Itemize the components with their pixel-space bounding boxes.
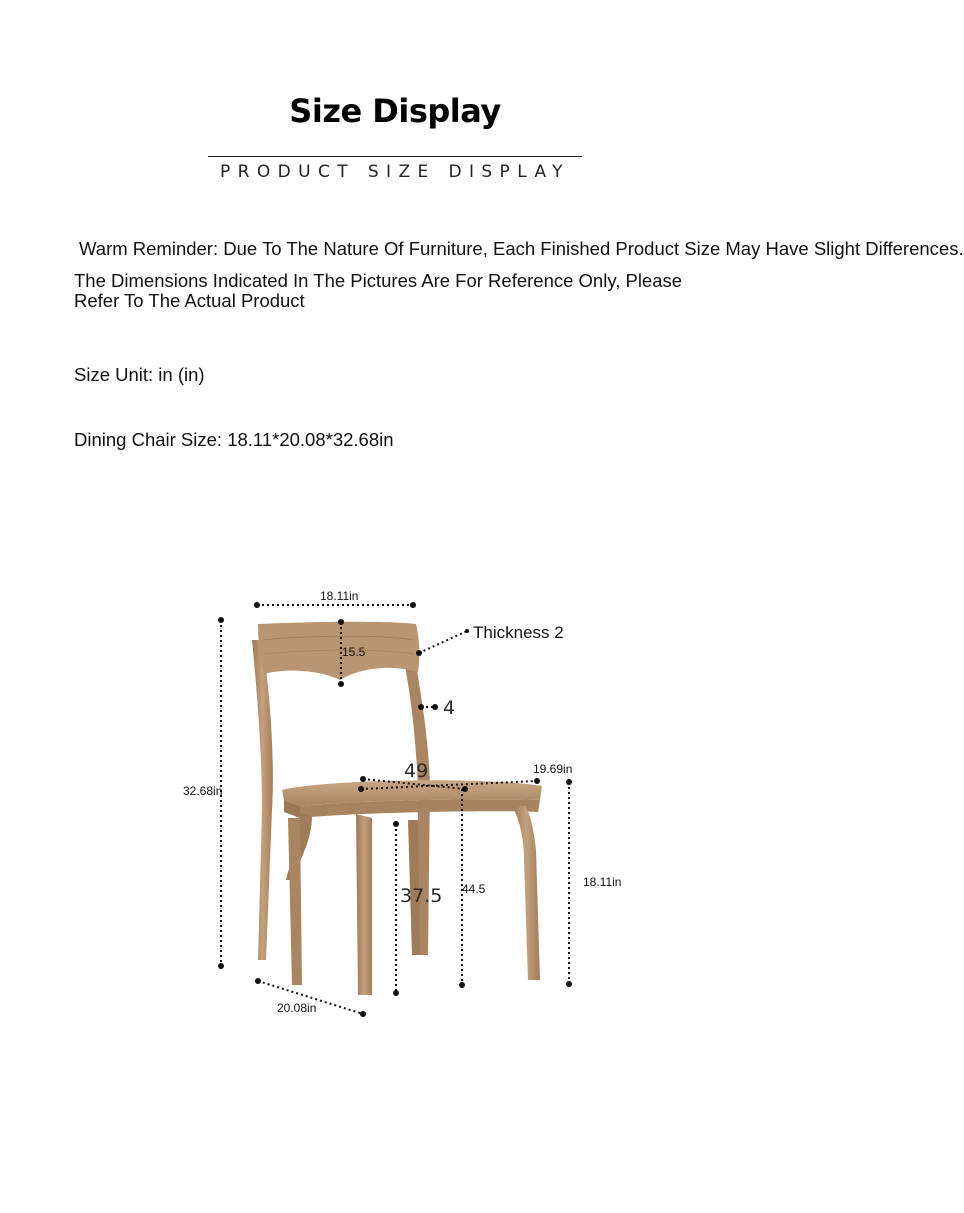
- label-seat-depth: 19.69in: [533, 762, 573, 776]
- front-leg-right: [512, 806, 540, 980]
- front-leg-left: [356, 814, 372, 995]
- page-title: Size Display: [289, 92, 501, 130]
- rear-leg-left: [252, 640, 273, 960]
- size-unit-text: Size Unit: in (in): [74, 364, 205, 385]
- label-depth-bottom: 20.08in: [277, 1001, 317, 1015]
- page-subtitle: PRODUCT SIZE DISPLAY: [220, 162, 570, 182]
- label-total-height: 32.68in: [183, 784, 223, 798]
- label-thickness: Thickness 2: [473, 623, 564, 642]
- label-backrest-height: 15.5: [342, 645, 366, 659]
- label-post-width: 4: [443, 697, 456, 719]
- warm-reminder-line-2: The Dimensions Indicated In The Pictures Are For Reference Only, Please Refer To The Actual Product: [74, 270, 683, 311]
- chair-size-text: Dining Chair Size: 18.11*20.08*32.68in: [74, 429, 394, 450]
- backrest: [258, 622, 419, 680]
- label-width-top: 18.11in: [320, 589, 359, 603]
- label-seat-height: 18.11in: [583, 875, 622, 889]
- label-front-leg: 37.5: [400, 885, 443, 907]
- label-seat-width-cm: 49: [404, 760, 429, 782]
- thickness-leader-line: [419, 631, 467, 653]
- warm-reminder-line-1: Warm Reminder: Due To The Nature Of Furniture, Each Finished Product Size May Have Slight Differences.: [79, 238, 964, 259]
- label-seat-height-cm: 44.5: [462, 882, 486, 896]
